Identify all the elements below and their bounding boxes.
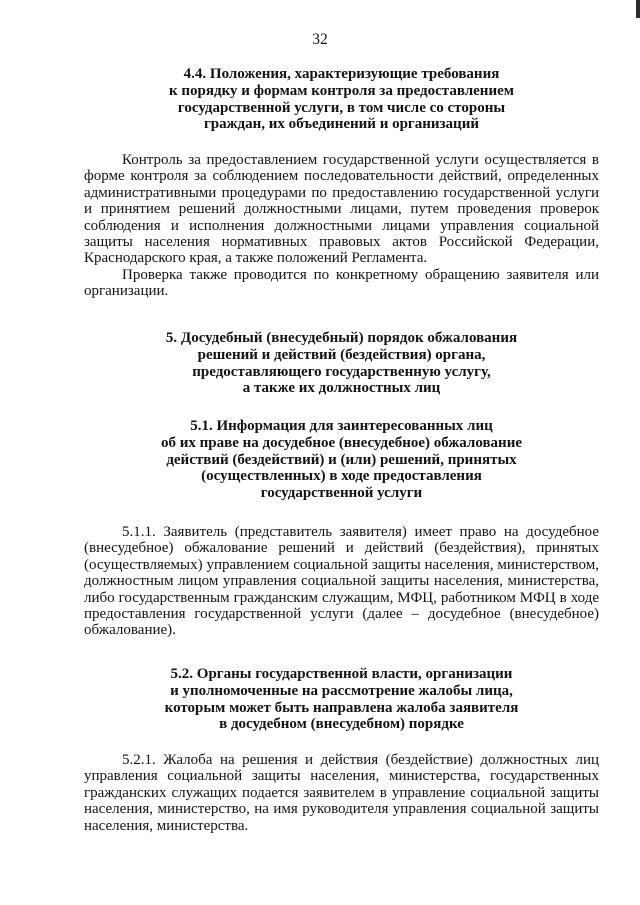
heading-line: 5.2. Органы государственной власти, организации <box>170 666 513 682</box>
heading-line: 5.1. Информация для заинтересованных лиц <box>190 418 493 434</box>
heading-line: 5. Досудебный (внесудебный) порядок обжалования <box>165 330 518 346</box>
section-5-1-heading <box>84 418 599 502</box>
heading-line: об их праве на досудебное (внесудебное) обжалование <box>160 434 523 451</box>
paragraph: Контроль за предоставлением государственной услуги осуществляется в форме контроля за соблюдением последовательности действий, определенных административными процедурами по предоставлению государственной услуги и принятием решений должностными лицами, путем проведения проверок соблюдения и исполнения должностными лицами управления социальной защиты населения нормативных правовых актов Российской Федерации, Краснодарского края, а также положений Регламента. <box>84 152 599 267</box>
section-5-1-body <box>84 524 599 639</box>
scan-edge-mark <box>636 0 640 18</box>
heading-line: а также их должностных лиц <box>242 380 441 397</box>
heading-line: которым может быть направлена жалоба заявителя <box>164 699 519 716</box>
heading-line: граждан, их объединений и организаций <box>204 116 479 133</box>
heading-line: и уполномоченные на рассмотрение жалобы лица, <box>170 682 513 699</box>
section-4-4-heading <box>84 66 599 133</box>
paragraph: 5.1.1. Заявитель (представитель заявителя) имеет право на досудебное (внесудебное) обжалование решений и действий (бездействия), принятых (осуществляемых) управлением социальной защиты населения, министерством, должностным лицом управления социальной защиты населения, министерства, либо государственным гражданским служащим, МФЦ, работником МФЦ в ходе предоставления государственной услуги (далее – досудебное (внесудебное) обжалование). <box>84 524 599 639</box>
heading-line: к порядку и формам контроля за предоставлением <box>169 82 514 99</box>
heading-line: государственной услуги, в том числе со стороны <box>177 99 506 116</box>
section-5-2-heading <box>84 666 599 733</box>
heading-line: решений и действий (бездействия) органа, <box>197 346 486 363</box>
section-5-2-body <box>84 752 599 834</box>
heading-line: в досудебном (внесудебном) порядке <box>219 716 464 733</box>
page-number: 32 <box>312 31 328 48</box>
heading-line: предоставляющего государственную услугу, <box>192 363 491 380</box>
heading-line: (осуществленных) в ходе предоставления <box>201 468 482 485</box>
paragraph: 5.2.1. Жалоба на решения и действия (бездействие) должностных лиц управления социальной защиты населения, министерства, государственных гражданских служащих подается заявителем в управление социальной защиты населения, министерство, на имя руководителя управления социальной защиты населения, министерства. <box>84 752 599 834</box>
heading-line: государственной услуги <box>260 485 423 502</box>
paragraph: Проверка также проводится по конкретному обращению заявителя или организации. <box>84 266 599 300</box>
heading-line: действий (бездействий) и (или) решений, принятых <box>166 451 517 468</box>
section-5-heading <box>84 330 599 397</box>
section-4-4-body <box>84 152 599 300</box>
heading-line: 4.4. Положения, характеризующие требования <box>183 66 500 82</box>
